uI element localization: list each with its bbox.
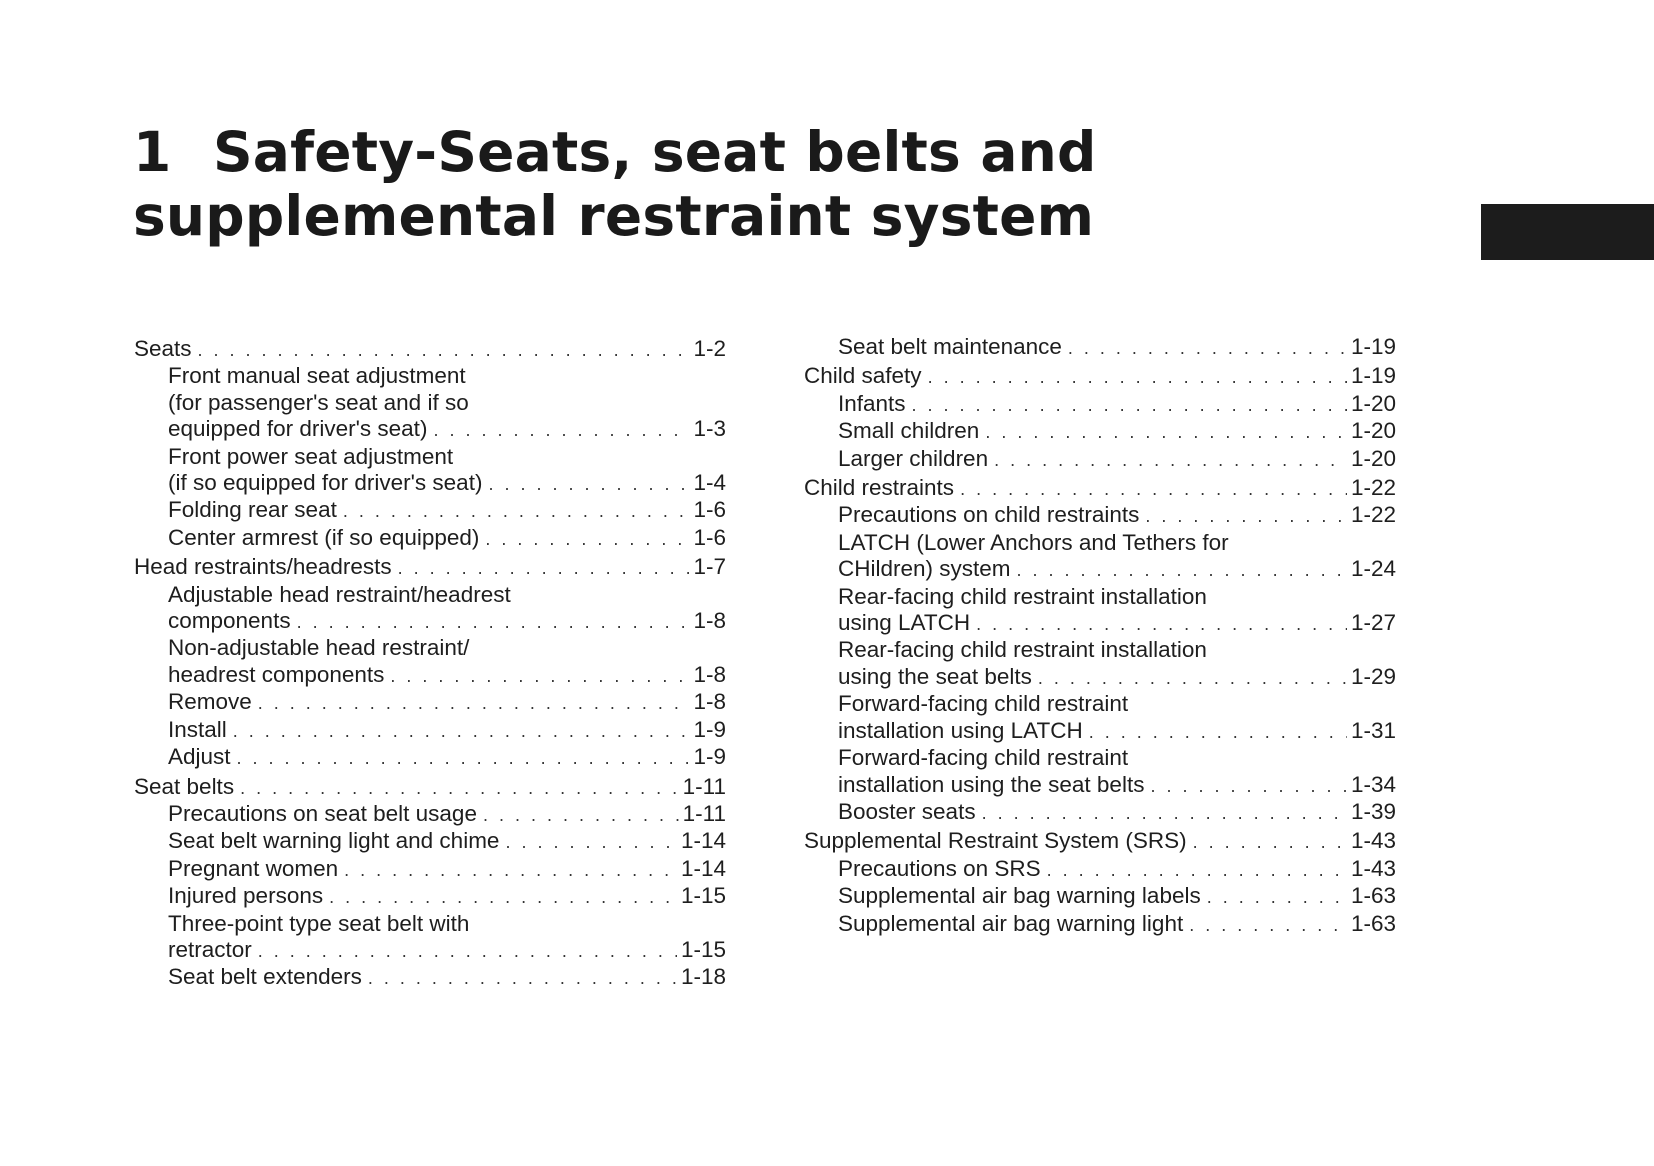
dot-leader	[198, 337, 690, 363]
toc-page-number: 1-8	[693, 608, 726, 634]
toc-entry-label: Injured persons	[168, 883, 324, 909]
toc-subsection-entry[interactable]	[134, 582, 726, 636]
toc-section-entry[interactable]	[134, 774, 726, 801]
toc-subsection-entry[interactable]	[134, 744, 726, 771]
toc-entry-row	[838, 883, 1396, 910]
toc-entry-row	[804, 828, 1396, 855]
dot-leader	[258, 938, 677, 964]
toc-entry-label: Seat belts	[134, 773, 235, 799]
toc-subsection-entry[interactable]	[804, 856, 1396, 883]
toc-subsection-entry[interactable]	[804, 883, 1396, 910]
toc-entry-label: CHildren) system	[838, 556, 1011, 582]
toc-entry-label-line: Forward-facing child restraint	[838, 745, 1129, 771]
toc-subsection-entry[interactable]	[134, 911, 726, 965]
dot-leader	[433, 417, 689, 443]
toc-subsection-entry[interactable]	[134, 964, 726, 991]
toc-subsection-entry[interactable]	[804, 530, 1396, 584]
toc-entry-row	[838, 911, 1396, 938]
toc-page-number: 1-9	[693, 744, 726, 770]
dot-leader	[237, 745, 690, 771]
toc-page-number: 1-4	[693, 470, 726, 496]
chapter-title	[133, 120, 1097, 248]
toc-entry-label-line: Front manual seat adjustment	[168, 363, 466, 389]
dot-leader	[1145, 503, 1347, 529]
toc-subsection-entry[interactable]	[134, 883, 726, 910]
toc-page-number: 1-11	[682, 773, 726, 799]
toc-page-number: 1-24	[1350, 556, 1396, 582]
toc-entry-row	[168, 828, 726, 855]
toc-subsection-entry[interactable]	[804, 691, 1396, 745]
dot-leader	[258, 690, 690, 716]
dot-leader	[329, 884, 677, 910]
toc-entry-row	[168, 744, 726, 771]
toc-entry-label: Supplemental Restraint System (SRS)	[804, 828, 1187, 854]
toc-entry-row	[134, 336, 726, 363]
toc-entry-row	[838, 446, 1396, 473]
dot-leader	[1150, 773, 1347, 799]
toc-left-column	[134, 334, 726, 992]
toc-page-number: 1-22	[1350, 502, 1396, 528]
toc-entry-label: Seat belt maintenance	[838, 334, 1062, 359]
toc-page-number: 1-63	[1350, 883, 1396, 909]
toc-entry-label-line: Three-point type seat belt with	[168, 910, 470, 936]
dot-leader	[1189, 912, 1347, 938]
toc-subsection-entry[interactable]	[134, 497, 726, 524]
toc-entry-row	[838, 664, 1396, 691]
dot-leader	[390, 663, 689, 689]
toc-subsection-entry[interactable]	[804, 799, 1396, 826]
toc-entry-label: Small children	[838, 418, 980, 444]
toc-page-number: 1-20	[1350, 418, 1396, 444]
toc-page-number: 1-2	[693, 336, 726, 361]
dot-leader	[398, 555, 690, 581]
toc-right-column	[804, 334, 1396, 938]
toc-section-entry[interactable]	[134, 336, 726, 363]
dot-leader	[368, 965, 677, 991]
toc-section-entry[interactable]	[804, 828, 1396, 855]
dot-leader	[976, 611, 1347, 637]
toc-entry-label: Seat belt extenders	[168, 964, 362, 990]
toc-entry-row	[168, 525, 726, 552]
dot-leader	[1068, 335, 1347, 361]
toc-entry-label: retractor	[168, 936, 252, 962]
toc-subsection-entry[interactable]	[804, 334, 1396, 361]
toc-entry-label: Remove	[168, 689, 252, 715]
toc-page-number: 1-20	[1350, 445, 1396, 471]
toc-entry-row	[168, 964, 726, 991]
chapter-tab-marker	[1481, 204, 1654, 260]
toc-section-entry[interactable]	[804, 363, 1396, 390]
toc-page-number: 1-34	[1350, 771, 1396, 797]
toc-entry-row	[168, 717, 726, 744]
toc-page-number: 1-18	[680, 964, 726, 990]
dot-leader	[297, 609, 690, 635]
toc-entry-label: Precautions on child restraints	[838, 502, 1140, 528]
toc-section-entry[interactable]	[804, 475, 1396, 502]
toc-entry-row	[134, 554, 726, 581]
dot-leader	[240, 775, 679, 801]
toc-entry-label: Pregnant women	[168, 855, 339, 881]
toc-entry-row	[804, 363, 1396, 390]
toc-entry-row	[168, 608, 726, 635]
toc-subsection-entry[interactable]	[804, 391, 1396, 418]
toc-entry-label-line: Rear-facing child restraint installation	[838, 583, 1207, 609]
toc-page-number: 1-63	[1350, 910, 1396, 936]
toc-entry-row	[838, 718, 1396, 745]
toc-subsection-entry[interactable]	[804, 446, 1396, 473]
toc-entry-row	[838, 799, 1396, 826]
toc-page-number: 1-15	[680, 936, 726, 962]
toc-page-number: 1-29	[1350, 663, 1396, 689]
dot-leader	[485, 526, 689, 552]
toc-page-number: 1-14	[680, 855, 726, 881]
toc-entry-row	[838, 502, 1396, 529]
dot-leader	[483, 802, 679, 828]
dot-leader	[1193, 829, 1347, 855]
dot-leader	[1047, 857, 1347, 883]
toc-entry-row	[838, 391, 1396, 418]
toc-page-number: 1-8	[693, 661, 726, 687]
dot-leader	[344, 857, 677, 883]
toc-entry-label: Supplemental air bag warning light	[838, 910, 1184, 936]
dot-leader	[488, 471, 689, 497]
dot-leader	[233, 718, 690, 744]
dot-leader	[1089, 719, 1347, 745]
toc-page-number: 1-6	[693, 524, 726, 550]
toc-entry-label: Install	[168, 716, 227, 742]
dot-leader	[912, 392, 1347, 418]
toc-entry-row	[168, 662, 726, 689]
toc-subsection-entry[interactable]	[804, 418, 1396, 445]
toc-subsection-entry[interactable]	[804, 637, 1396, 691]
toc-page-number: 1-27	[1350, 610, 1396, 636]
toc-entry-label: Child restraints	[804, 475, 955, 501]
toc-entry-label: using LATCH	[838, 610, 971, 636]
dot-leader	[505, 829, 677, 855]
toc-entry-row	[168, 883, 726, 910]
toc-entry-label: Supplemental air bag warning labels	[838, 883, 1201, 909]
toc-entry-label-line: Front power seat adjustment	[168, 443, 454, 469]
toc-subsection-entry[interactable]	[134, 525, 726, 552]
toc-entry-label: Center armrest (if so equipped)	[168, 524, 480, 550]
toc-subsection-entry[interactable]	[804, 502, 1396, 529]
toc-entry-label: (if so equipped for driver's seat)	[168, 470, 483, 496]
toc-entry-label-line: LATCH (Lower Anchors and Tethers for	[838, 529, 1229, 555]
toc-page-number: 1-19	[1350, 363, 1396, 389]
dot-leader	[985, 419, 1347, 445]
toc-subsection-entry[interactable]	[804, 745, 1396, 799]
toc-entry-label-line: Non-adjustable head restraint/	[168, 635, 470, 661]
dot-leader	[928, 364, 1347, 390]
chapter-title-text: Safety-Seats, seat belts and	[213, 120, 1097, 184]
toc-subsection-entry[interactable]	[804, 911, 1396, 938]
toc-page-number: 1-14	[680, 828, 726, 854]
title-line-2: supplemental restraint system	[133, 184, 1095, 248]
toc-page-number: 1-9	[693, 716, 726, 742]
toc-entry-label-line: Rear-facing child restraint installation	[838, 637, 1207, 663]
toc-entry-row	[168, 497, 726, 524]
toc-entry-label: equipped for driver's seat)	[168, 416, 428, 442]
toc-page-number: 1-31	[1350, 717, 1396, 743]
dot-leader	[982, 800, 1347, 826]
toc-entry-label: using the seat belts	[838, 663, 1032, 689]
toc-page-number: 1-22	[1350, 475, 1396, 501]
toc-entry-label: Adjust	[168, 744, 231, 770]
toc-subsection-entry[interactable]	[134, 856, 726, 883]
dot-leader	[1017, 557, 1347, 583]
toc-entry-row	[134, 774, 726, 801]
toc-subsection-entry[interactable]	[134, 801, 726, 828]
toc-entry-label: Head restraints/headrests	[134, 554, 392, 580]
toc-subsection-entry[interactable]	[134, 689, 726, 716]
toc-subsection-entry[interactable]	[134, 828, 726, 855]
toc-page-number: 1-20	[1350, 390, 1396, 416]
toc-page-number: 1-39	[1350, 798, 1396, 824]
toc-subsection-entry[interactable]	[134, 717, 726, 744]
toc-entry-row	[838, 418, 1396, 445]
toc-entry-label: Child safety	[804, 363, 922, 389]
toc-entry-label: Booster seats	[838, 798, 976, 824]
toc-page-number: 1-19	[1350, 334, 1396, 359]
toc-entry-label: components	[168, 608, 291, 634]
dot-leader	[960, 476, 1347, 502]
toc-entry-row	[838, 334, 1396, 361]
toc-entry-row	[168, 416, 726, 443]
toc-entry-label-line: Adjustable head restraint/headrest	[168, 581, 511, 607]
toc-subsection-entry[interactable]	[134, 363, 726, 443]
toc-subsection-entry[interactable]	[134, 635, 726, 689]
toc-entry-row	[838, 772, 1396, 799]
title-line-1	[133, 120, 1097, 184]
toc-page-number: 1-43	[1350, 828, 1396, 854]
toc-entry-label: Folding rear seat	[168, 497, 337, 523]
dot-leader	[1038, 665, 1347, 691]
toc-page-number: 1-43	[1350, 855, 1396, 881]
toc-page-number: 1-8	[693, 689, 726, 715]
toc-entry-label-line: Forward-facing child restraint	[838, 691, 1129, 717]
toc-entry-row	[804, 475, 1396, 502]
toc-entry-row	[168, 801, 726, 828]
toc-page-number: 1-11	[682, 800, 726, 826]
toc-page-number: 1-7	[693, 554, 726, 580]
toc-entry-label: installation using LATCH	[838, 717, 1083, 743]
toc-section-entry[interactable]	[134, 554, 726, 581]
toc-entry-row	[168, 689, 726, 716]
toc-entry-label: Seats	[134, 336, 192, 361]
dot-leader	[994, 447, 1347, 473]
dot-leader	[1207, 884, 1347, 910]
toc-entry-row	[168, 937, 726, 964]
toc-entry-label: Precautions on SRS	[838, 855, 1041, 881]
chapter-number: 1	[133, 120, 172, 184]
toc-entry-label: installation using the seat belts	[838, 771, 1145, 797]
toc-entry-row	[838, 556, 1396, 583]
toc-entry-label: Precautions on seat belt usage	[168, 800, 477, 826]
toc-entry-label: Seat belt warning light and chime	[168, 828, 500, 854]
toc-page-number: 1-15	[680, 883, 726, 909]
dot-leader	[343, 498, 690, 524]
toc-entry-label: Infants	[838, 390, 906, 416]
toc-entry-label: Larger children	[838, 445, 989, 471]
toc-page-number: 1-3	[693, 416, 726, 442]
toc-entry-row	[168, 470, 726, 497]
toc-entry-row	[168, 856, 726, 883]
toc-page-number: 1-6	[693, 497, 726, 523]
toc-entry-row	[838, 610, 1396, 637]
toc-entry-label-line: (for passenger's seat and if so	[168, 389, 469, 415]
toc-entry-row	[838, 856, 1396, 883]
toc-entry-label: headrest components	[168, 661, 385, 687]
toc-subsection-entry[interactable]	[804, 584, 1396, 638]
toc-subsection-entry[interactable]	[134, 444, 726, 498]
